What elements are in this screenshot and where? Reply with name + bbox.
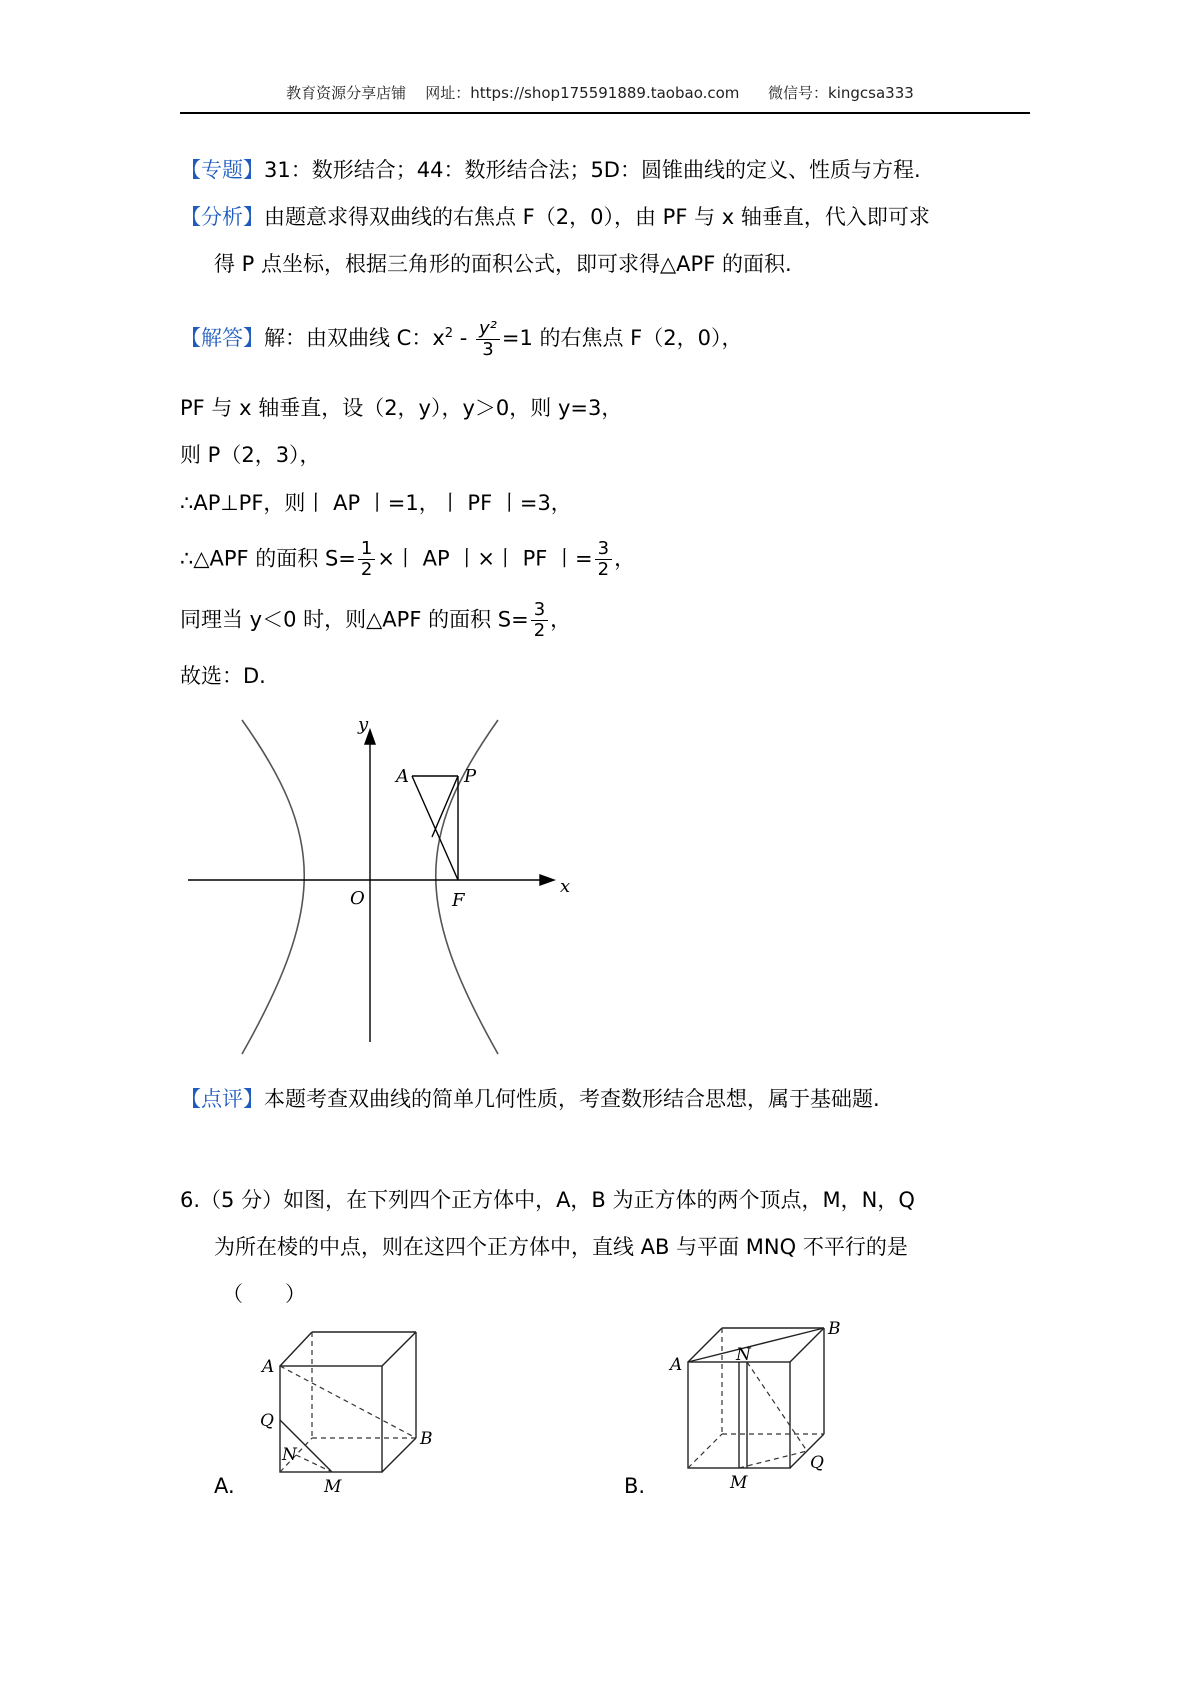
- fraction-denominator: 2: [533, 620, 546, 641]
- cube-b-label-N: N: [736, 1345, 751, 1365]
- cube-a-top-left-edge: [280, 1332, 312, 1366]
- option-b-label: B.: [624, 1474, 646, 1498]
- fenxi-line-2: 得 P 点坐标，根据三角形的面积公式，即可求得△APF 的面积.: [214, 252, 792, 276]
- cube-a-line-NM: [296, 1455, 332, 1472]
- question6-line-3: （ ）: [222, 1282, 306, 1306]
- zhuanti-line: [180, 154, 921, 186]
- dianping-line: [180, 1083, 880, 1115]
- label-A: A: [396, 766, 409, 787]
- wechat-label: 微信号：: [768, 84, 829, 102]
- label-F: F: [452, 890, 465, 911]
- cube-a-label-N: N: [282, 1445, 297, 1465]
- label-x: x: [560, 876, 571, 897]
- cube-a-label-Q: Q: [260, 1411, 274, 1431]
- jieda-line-5c: ，: [614, 546, 636, 571]
- fraction-numerator: y²: [476, 319, 500, 340]
- zhuanti-text: 31：数形结合；44：数形结合法；5D：圆锥曲线的定义、性质与方程.: [264, 158, 921, 182]
- jieda-line-3: 则 P（2，3），: [180, 443, 321, 467]
- jieda-line-6b: ，: [550, 607, 572, 632]
- fraction-numerator: 1: [358, 539, 375, 560]
- jieda-line-4: ∴AP⊥PF，则丨 AP 丨=1，丨 PF 丨=3，: [180, 491, 572, 515]
- jieda-line-5a: ∴△APF 的面积 S=: [180, 546, 356, 571]
- option-a-label: A.: [214, 1474, 235, 1498]
- cube-b-hidden-diagonal: [688, 1434, 722, 1468]
- cube-b-line-AB: [688, 1328, 824, 1362]
- one-half-fraction: [358, 539, 375, 580]
- question6-line-1: 6.（5 分）如图，在下列四个正方体中，A，B 为正方体的两个顶点，M，N，Q: [180, 1188, 915, 1212]
- fraction-denominator: 3: [482, 338, 494, 360]
- jieda-intro-a: 解：由双曲线 C：x: [264, 326, 445, 350]
- x-squared-exponent: 2: [444, 326, 454, 341]
- jieda-line-2: PF 与 x 轴垂直，设（2，y），y＞0，则 y=3，: [180, 396, 623, 420]
- cube-b-figure: [662, 1316, 862, 1496]
- y-squared-over-3-fraction: [476, 319, 500, 360]
- jieda-line-5: [180, 539, 635, 580]
- url-label: 网址：: [425, 84, 471, 102]
- shop-url[interactable]: https://shop175591889.taobao.com: [470, 84, 740, 102]
- cube-b-line-MQ: [739, 1451, 807, 1468]
- cube-b-label-M: M: [730, 1473, 748, 1493]
- jieda-line-5b: ×丨 AP 丨×丨 PF 丨=: [377, 546, 593, 571]
- fenxi-text-1: 由题意求得双曲线的右焦点 F（2，0），由 PF 与 x 轴垂直，代入即可求: [264, 205, 930, 229]
- dianping-text: 本题考查双曲线的简单几何性质，考查数形结合思想，属于基础题.: [264, 1087, 880, 1111]
- label-P: P: [464, 766, 477, 787]
- question6-line-2: 为所在棱的中点，则在这四个正方体中，直线 AB 与平面 MNQ 不平行的是: [214, 1235, 908, 1259]
- shop-name: 教育资源分享店铺: [286, 84, 407, 102]
- cube-a-bottom-right-edge: [382, 1438, 416, 1472]
- cube-a-line-AB: [280, 1366, 416, 1438]
- cube-b-line-NQ: [747, 1362, 807, 1451]
- jieda-tag: 【解答】: [180, 326, 264, 350]
- zhuanti-tag: 【专题】: [180, 158, 264, 182]
- cube-b-label-Q: Q: [810, 1453, 824, 1473]
- cube-a-label-A: A: [262, 1357, 275, 1377]
- three-halves-fraction-2: [531, 600, 548, 641]
- label-O: O: [350, 888, 365, 909]
- header-divider: [180, 112, 1030, 114]
- jieda-minus: -: [453, 326, 474, 350]
- cube-b-label-B: B: [828, 1319, 841, 1339]
- fraction-numerator: 3: [531, 600, 548, 621]
- jieda-intro-b: =1 的右焦点 F（2，0），: [501, 326, 743, 350]
- cube-b-top-right-edge: [790, 1328, 824, 1362]
- cube-a-label-M: M: [324, 1477, 342, 1497]
- fenxi-tag: 【分析】: [180, 205, 264, 229]
- label-y: y: [358, 714, 369, 735]
- cube-b-top-left-edge: [688, 1328, 722, 1362]
- wechat-id: kingcsa333: [828, 84, 914, 102]
- left-branch: [242, 720, 304, 1054]
- jieda-line-6a: 同理当 y＜0 时，则△APF 的面积 S=: [180, 607, 529, 632]
- cube-b-label-A: A: [670, 1355, 683, 1375]
- fraction-denominator: 2: [597, 559, 610, 580]
- fraction-numerator: 3: [595, 539, 612, 560]
- dianping-tag: 【点评】: [180, 1087, 264, 1111]
- cube-a-top-right-edge: [382, 1332, 416, 1366]
- segment-A-to-branch: [432, 776, 458, 837]
- page-header: [180, 82, 1020, 112]
- jieda-line-7: 故选：D.: [180, 664, 266, 688]
- jieda-line-1: [180, 318, 742, 360]
- hyperbola-figure: [180, 712, 580, 1062]
- fraction-denominator: 2: [360, 559, 373, 580]
- cube-a-figure: [250, 1320, 450, 1500]
- jieda-line-6: [180, 600, 571, 641]
- three-halves-fraction: [595, 539, 612, 580]
- x-axis-arrow: [540, 875, 554, 885]
- fenxi-line-1: [180, 201, 930, 233]
- cube-a-label-B: B: [420, 1429, 433, 1449]
